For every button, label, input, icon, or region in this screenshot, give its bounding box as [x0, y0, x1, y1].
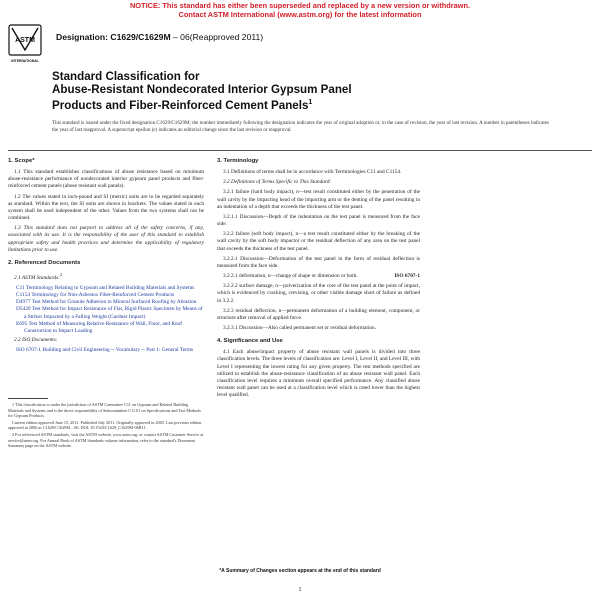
designation — [56, 32, 263, 42]
para-3-2-2-2: 3.2.2.2 surface damage, n—pulverization of the core of the test panel at the point of impact, which is evidenced by cracking, crevising, or other visible damage short of failure as defined in 3.2.2. — [217, 283, 420, 304]
ref-title[interactable]: Test Method of Measuring Relative Resistance of Wall, Floor, and Roof Construction to Impact Loading — [24, 320, 183, 334]
ref-title[interactable]: Test Method for Impact Resistance of Flat, Rigid Plastic Specimen by Means of a Striker Impacted by a Falling Weight (Gardner Impact) — [24, 306, 203, 320]
footnote-1: 1 This classification is under the jurisdiction of ASTM Committee C11 on Gypsum and Related Building Materials and Systems and is the direct responsibility of Subcommittee C11.01 on Specifications and Test Methods for Gypsum Products. — [8, 402, 202, 418]
supersede-notice — [0, 2, 600, 19]
ref-code[interactable]: ISO 6707-1 — [16, 347, 42, 354]
title-line-3: Products and Fiber-Reinforced Cement Panels — [52, 99, 309, 113]
notice-line-2: Contact ASTM International (www.astm.org) for the latest information — [178, 9, 422, 19]
section-3-heading: 3. Terminology — [217, 158, 259, 164]
para-2-1 — [8, 271, 204, 282]
ref-title[interactable]: Terminology for Non-Asbestos Fiber-Reinforced Cement Products — [31, 292, 175, 299]
para-3-2-2-1: 3.2.2.1 Discussion—Deformation of the test panel in the form of residual deflection is measured from the face side. — [217, 255, 420, 269]
notice-line-1: NOTICE: This standard has either been superseded and replaced by a new version or withdrawn. — [129, 1, 471, 10]
para-1-1: 1.1 This standard establishes classifications of abuse resistance based on minimum abuse-resistance performance of nondecorated interior gypsum panel products and fiber-reinforced cement panels (abuse resistant wall panels). — [8, 169, 204, 190]
para-1-2: 1.2 The values stated in inch-pound and SI (metric) units are to be regarded separately as standard. Within the text, the SI units are shown in brackets. The values stated in each system shall be used independent of the other. Values from the two systems shall not be combined. — [8, 193, 204, 222]
title-footnote-mark: 1 — [308, 99, 313, 107]
para-3-1: 3.1 Definitions of terms shall be in accordance with Terminologies C11 and C1154. — [223, 169, 402, 176]
para-3-2: 3.2 Definitions of Terms Specific to This Standard: — [223, 179, 332, 186]
ref-code[interactable]: D5420 — [16, 306, 31, 313]
para-1-3: 1.3 This standard does not purport to address all of the safety concerns, if any, associated with its use. It is the responsibility of the user of this standard to establish appropriate safety and health practices and determine the applicability of regulatory limitations prior to use. — [8, 225, 204, 253]
section-4-heading: 4. Significance and Use — [217, 338, 283, 345]
para-4-1: 4.1 Each abuse/impact property of abuse resistant wall panels is divided into three classification levels. The three levels of classification are: Level I, Level II, and Level III, with Level I representing the lowest rating for any given property. The test methods specified are utilized to establish the abuse-resistance classification of an abuse resistant wall panel. Each classification level requires a minimum overall specified performance. Any classified abuse resistant wall panel can be used at a classification level which is rated lower than the highest level qualified. — [217, 349, 420, 399]
para-3-2-1: 3.2.1 failure (hard body impact), n—test result constituted either by the penetration of the wall cavity by the impacting head of the impacting arm or the denting of the panel resulting in an indentation of a depth that exceeds the thickness of the test panel. — [217, 189, 420, 210]
para-3-2-2: 3.2.2 failure (soft body impact), n—a test result constituted either by the breaking of the wall cavity by the soft body impactor or the residual deflection of any area on the test panel that exceeds the thickness of the test panel. — [217, 231, 420, 252]
designation-label: Designation: C1629/C1629M — [56, 32, 171, 42]
para-3-2-1-1: 3.2.1.1 Discussion—Depth of the indentation on the test panel is measured from the face side. — [217, 213, 420, 228]
para-3-2-3: 3.2.3 residual deflection, n—permanent deformation of a building element, component, or structure after removal of applied force. — [217, 307, 420, 321]
ref-title[interactable]: Test Method for Granule Adhesion to Mineral Surfaced Roofing by Abrasion — [31, 299, 197, 306]
reference-d5420[interactable] — [8, 306, 204, 320]
footnote-divider — [8, 398, 48, 399]
para-2-1-sup: 2 — [59, 272, 63, 278]
iso-source-flag: ISO 6707-1 — [394, 273, 420, 280]
designation-rest: – 06(Reapproved 2011) — [170, 32, 264, 42]
deformation-definition: 3.2.2.1 deformation, n—change of shape or dimension or both. — [223, 273, 358, 280]
ref-title[interactable]: Building and Civil Engineering -- Vocabulary -- Part 1: General Terms — [42, 347, 194, 354]
ref-code[interactable]: C11 — [16, 284, 25, 291]
ref-code[interactable]: E695 — [16, 320, 28, 327]
footnote-1b: Current edition approved June 15, 2011. Published July 2011. Originally approved in 2005. Last previous edition approved in 2006 as C1629/C1629M – 06. DOI: 10.1520/C1629_C1629M-06R11. — [8, 419, 202, 431]
section-2-heading: 2. Referenced Documents — [8, 259, 81, 266]
para-3-2-3-1: 3.2.3.1 Discussion—Also called permanent set or residual deformation. — [223, 324, 377, 331]
logo-text: ASTM — [15, 37, 35, 44]
reference-iso-6707-1[interactable] — [8, 347, 204, 354]
summary-of-changes-note: *A Summary of Changes section appears at the end of this standard — [219, 568, 381, 574]
title-line-1: Standard Classification for — [52, 70, 200, 83]
reference-e695[interactable] — [8, 321, 204, 335]
document-title — [52, 70, 522, 112]
ref-code[interactable]: D4977 — [16, 299, 31, 306]
para-2-2-text: 2.2 ISO Documents: — [14, 337, 58, 344]
para-2-2 — [8, 337, 204, 344]
header-divider — [8, 150, 592, 151]
footnote-2: 2 For referenced ASTM standards, visit the ASTM website, www.astm.org, or contact ASTM Customer Service at service@astm.org. For Annual Book of ASTM Standards volume information, refer to the standard's Document Summary page on the ASTM website. — [8, 432, 204, 448]
page-number: 1 — [298, 587, 302, 593]
ref-code[interactable]: C1154 — [16, 292, 31, 299]
logo-sub: INTERNATIONAL — [11, 59, 39, 63]
ref-title[interactable]: Terminology Relating to Gypsum and Related Building Materials and Systems — [25, 284, 195, 291]
intro-paragraph: This standard is issued under the fixed designation C1629/C1629M; the number immediately following the designation indicates the year of original adoption or, in the case of revision, the year of last revision. A number in parentheses indicates the year of last reapproval. A superscript epsilon (ε) indicates an editorial change since the last revision or reapproval. — [52, 120, 550, 133]
left-column — [8, 158, 204, 450]
para-3-2-2-1b — [217, 273, 420, 280]
para-2-1-text: 2.1 ASTM Standards: — [14, 274, 60, 281]
right-column — [217, 158, 420, 402]
section-1-heading: 1. Scope* — [8, 158, 35, 164]
title-line-2: Abuse-Resistant Nondecorated Interior Gypsum Panel — [52, 83, 352, 97]
astm-logo — [8, 24, 42, 66]
